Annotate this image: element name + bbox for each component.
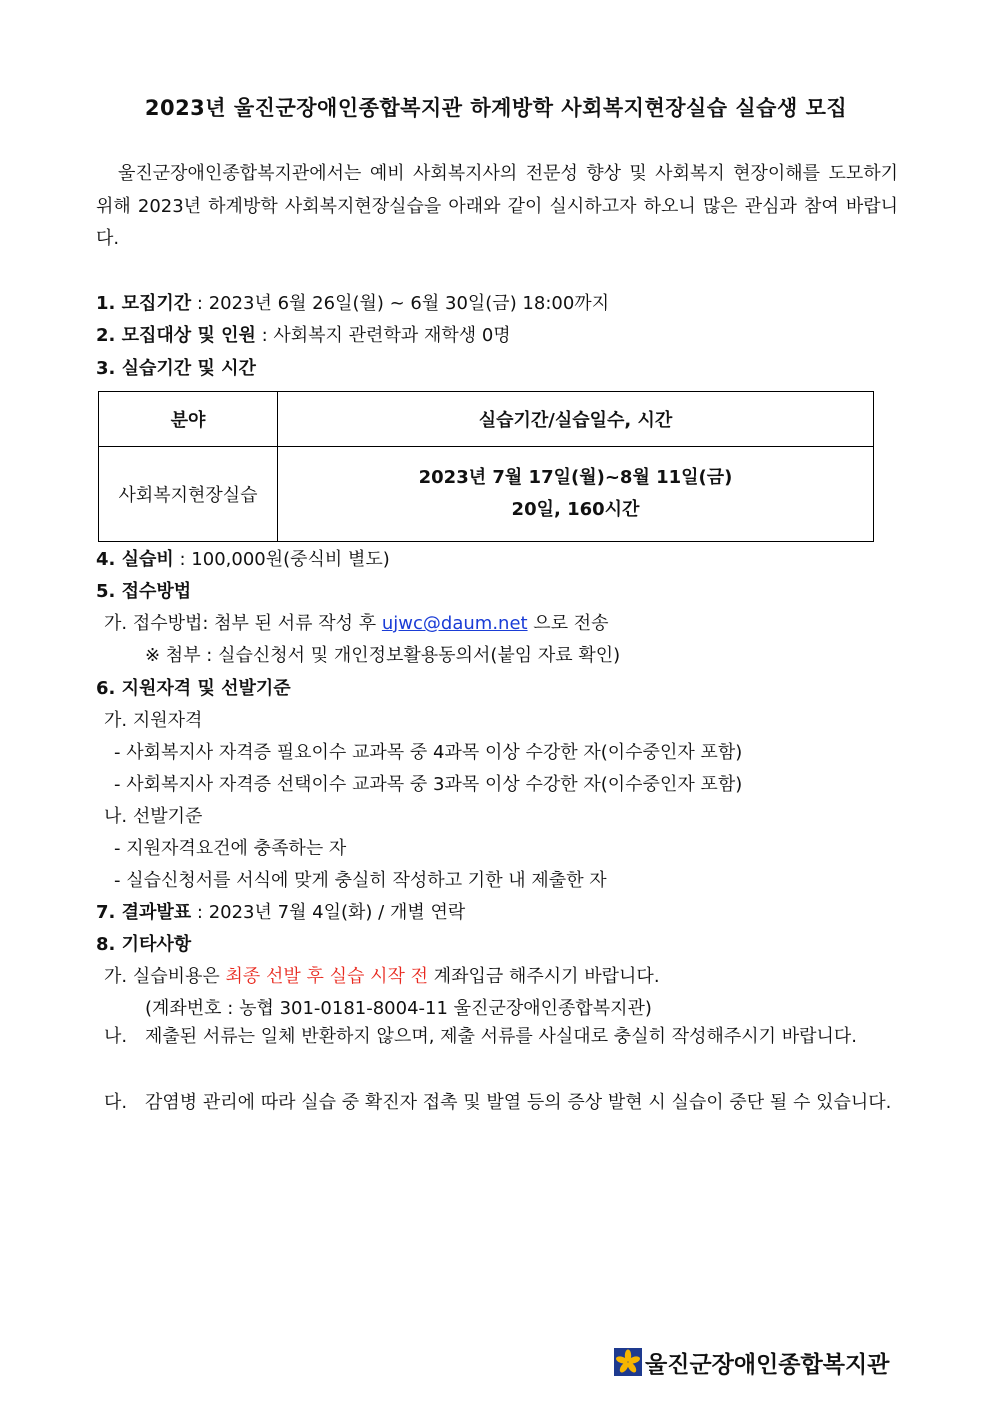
qualification-heading: 가. 지원자격 [104,710,203,731]
section-value: : 100,000원(중식비 별도) [173,549,390,570]
section-value: : 2023년 7월 4일(화) / 개별 연락 [191,902,466,923]
table-header-row [99,392,874,447]
apply-method-suffix: 으로 전송 [527,613,609,634]
etc-fee-suffix: 계좌입금 해주시기 바랍니다. [428,966,660,987]
attachment-note: ※ 첨부 : 실습신청서 및 개인정보활용동의서(붙임 자료 확인) [145,645,621,666]
section-label: 6. 지원자격 및 선발기준 [96,678,291,699]
period-days-hours: 20일, 160시간 [511,499,640,520]
etc-item-fee [104,962,660,988]
section-recruit-target [96,321,511,347]
section-label: 7. 결과발표 [96,902,192,923]
etc-fee-text: 가. 실습비용은 [104,966,226,987]
section-etc [96,930,191,956]
item-text: 감염병 관리에 따라 실습 중 확진자 접촉 및 발열 등의 증상 발현 시 실습이 중단 될 수 있습니다. [145,1092,892,1113]
cell-period [278,447,874,542]
section-result [96,898,465,924]
cell-field: 사회복지현장실습 [99,447,278,542]
email-link[interactable]: ujwc@daum.net [381,613,528,634]
section-label: 5. 접수방법 [96,581,192,602]
item-label: 다. [104,1092,128,1113]
highlight-text: 최종 선발 후 실습 시작 전 [225,966,428,987]
section-label: 1. 모집기간 [96,293,192,314]
logo-name: 울진군장애인종합복지관 [645,1351,890,1378]
schedule-table [98,391,874,542]
qualification-item-1: - 사회복지사 자격증 필요이수 교과목 중 4과목 이상 수강한 자(이수중인자 포함) [114,742,743,763]
selection-heading: 나. 선발기준 [104,806,203,827]
section-fee [96,545,390,571]
item-text: 제출된 서류는 일체 반환하지 않으며, 제출 서류를 사실대로 충실히 작성해주시기 바랍니다. [145,1026,858,1047]
section-apply-method [96,577,191,603]
account-number: (계좌번호 : 농협 301-0181-8004-11 울진군장애인종합복지관) [145,998,652,1019]
apply-method-item [104,609,609,635]
etc-item-infection [104,1086,898,1119]
etc-item-documents [104,1020,898,1053]
item-label: 나. [104,1026,128,1047]
organization-logo [614,1346,889,1378]
selection-item-1: - 지원자격요건에 충족하는 자 [114,838,347,859]
intro-paragraph: 울진군장애인종합복지관에서는 예비 사회복지사의 전문성 향상 및 사회복지 현장이해를 도모하기 위해 2023년 하계방학 사회복지현장실습을 아래와 같이 실시하고자 하오니 많은 관심과 참여 바랍니다. [96,163,898,249]
period-dates: 2023년 7월 17일(월)~8월 11일(금) [418,467,733,488]
section-label: 3. 실습기간 및 시간 [96,358,256,379]
section-recruit-period [96,289,609,315]
section-label: 8. 기타사항 [96,934,192,955]
qualification-item-2: - 사회복지사 자격증 선택이수 교과목 중 3과목 이상 수강한 자(이수중인자 포함) [114,774,743,795]
header-period: 실습기간/실습일수, 시간 [278,392,874,447]
apply-method-text: 가. 접수방법: 첨부 된 서류 작성 후 [104,613,382,634]
document-title: 2023년 울진군장애인종합복지관 하계방학 사회복지현장실습 실습생 모집 [144,96,848,120]
selection-item-2: - 실습신청서를 서식에 맞게 충실히 작성하고 기한 내 제출한 자 [114,870,607,891]
section-label: 4. 실습비 [96,549,174,570]
section-value: : 2023년 6월 26일(월) ~ 6월 30일(금) 18:00까지 [191,293,610,314]
section-qualification [96,674,291,700]
section-value: : 사회복지 관련학과 재학생 0명 [255,325,511,346]
section-practice-period [96,354,256,380]
table-row [99,447,874,542]
section-label: 2. 모집대상 및 인원 [96,325,256,346]
header-field: 분야 [99,392,278,447]
logo-mark-icon [614,1348,642,1376]
